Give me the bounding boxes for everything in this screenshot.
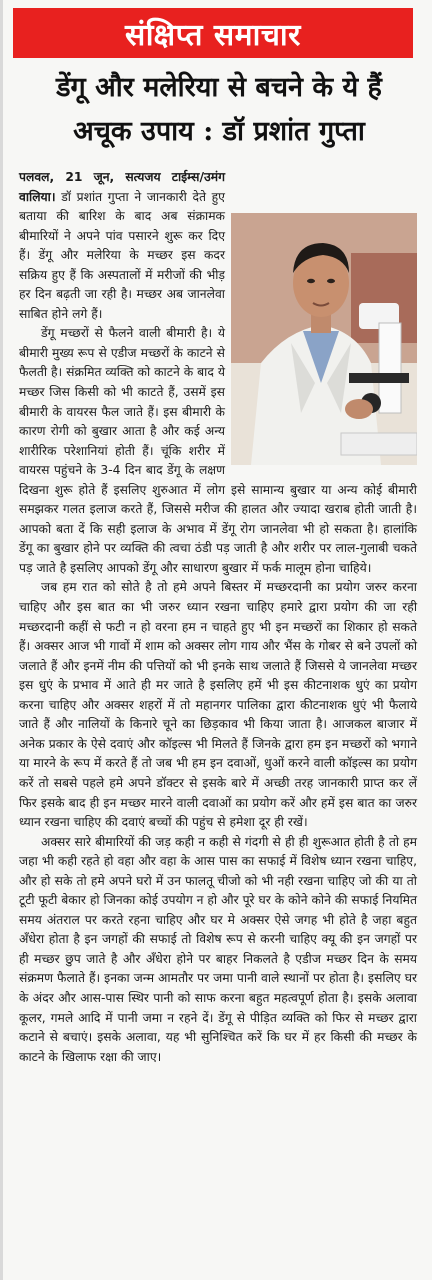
doctor-with-microscope-image <box>231 213 417 465</box>
article-paragraph-3: जब हम रात को सोते है तो हमे अपने बिस्तर में मच्छरदानी का प्रयोग जरुर करना चाहिए और इस बात का भी जरुर ध्यान रखना चाहिए हमारे द्वारा प्रयोग की जा रही मच्छरदानी कहीं से फटी न हो वरना हम न चाहते हुए भी इन मच्छरों का शिकार हो सकते हैं। अक्सर आज भी गावों में शाम को अक्सर लोग गाय और भैंस के गोबर से बने उपलों को जलाते हैं और इनमें नीम की पत्तियों को भी इनके साथ जलाते हैं जिससे ये जानलेवा मच्छर इस धुएं के प्रभाव में आते ही मर जाते है इसलिए हमें भी इस कीटनाशक धुएं का प्रयोग करना चाहिए और अक्सर शहरों में तो महानगर पालिका द्वारा कीटनाशक धुएं भी फैलाये जाते हैं और नालियों के किनारे चूने का छिड़काव भी किया जाता है। आजकल बाजार में अनेक प्रकार के ऐसे दवाएं और कॉइल्स भी मिलते हैं जिनके द्वारा हम इन मच्छरों को भगाने या मारने के रूप में करते हैं तो जब भी हम इन दवाओं, धुओं करने वाली कॉइल्स का प्रयोग करें तो सबसे पहले हमे अपने डॉक्टर से इसके बारे में अच्छी तरह जानकारी प्राप्त कर लें फिर इसके बाद ही इन मच्छर मारने वाली दवाओं का प्रयोग करें और हमें इस बात का जरुर ध्यान रखना चाहिए की दवाएं बच्चों की पहुंच से हमेशा दूर ही रखें। <box>19 580 417 830</box>
doctor-photo <box>231 213 417 465</box>
article-paragraph-2: डेंगू मच्छरों से फैलने वाली बीमारी है। ये बीमारी मुख्य रूप से एडीज मच्छरों के काटने से फैलती है। संक्रमित व्यक्ति को काटने के बाद ये मच्छर जिस किसी को भी काटते हैं, उसमें इस बीमारी के वायरस फैल जाते हैं। इस बीमारी के कारण रोगी को बुखार आता है और कई अन्य शारीरिक परेशानियां होती हैं। चूंकि शरीर में वायरस पहुंचने के 3-4 दिन बाद डेंगू के लक्षण दिखना शुरू होते हैं इसलिए शुरुआत में लोग इसे सामान्य बुखार या अन्य कोई बीमारी समझकर गलत इलाज करते हैं, जिससे मरीज की हालत और ज्यादा खराब होती जाती है। आपको बता दें कि सही इलाज के अभाव में डेंगू रोग जानलेवा भी हो सकता है। हालांकि डेंगू का बुखार होने पर व्यक्ति की त्वचा ठंडी पड़ जाती है और शरीर पर लाल-गुलाबी चकते पड़ जाते है इसलिए आपको डेंगू और साधारण बुखार में फर्क मालूम होना चाहिये। <box>19 326 417 575</box>
headline-line-2: अचूक उपाय : डॉ प्रशांत गुप्ता <box>73 116 365 147</box>
article-headline <box>17 66 421 154</box>
article-dateline: पलवल, 21 जून, सत्यजय टाईम्स/उमंग वालिया। <box>19 170 225 204</box>
article-paragraph-1-text: डॉ प्रशांत गुप्ता ने जानकारी देते हुए बताया की बारिश के बाद अब संक्रामक बीमारियों ने अपने पांव पसारने शुरू कर दिए हैं। डेंगू और मलेरिया के मच्छर इस कदर सक्रिय हुए हैं कि अस्पतालों में मरीजों की भीड़ हर दिन बढ़ती जा रही है। मच्छर अब जानलेवा साबित होने लगे हैं। <box>19 189 225 321</box>
section-banner-title: संक्षिप्त समाचार <box>125 17 301 53</box>
section-banner <box>13 8 413 58</box>
headline-line-1: डेंगू और मलेरिया से बचने के ये हैं <box>56 72 382 103</box>
article-body <box>19 168 417 1067</box>
article-paragraph-4: अक्सर सारे बीमारियों की जड़ कही न कही से गंदगी से ही ही शुरूआत होती है तो हम जहा भी कही रहते हो वहा और वहा के आस पास का सफाई में विशेष ध्यान रखना चाहिए, और हो सके तो हमे अपने घरो में उन फालतू चीजो को भी नही रखना चाहिए जो की या तो टूटी फूटी बेकार हो जिनका कोई उपयोग न हो और पूरे घर के कोने कोने की सफाई नियमित समय अंतराल पर करते रहना चाहिए और घर मे अक्सर ऐसे जगह भी होते है जहा बहुत अँधेरा होता है इन जगहों की सफाई तो विशेष रूप से करनी चाहिए क्यू की इन जगहों पर ही मच्छर छुप जाते है और अँधेरा होने पर बाहर निकलते है एडीज मच्छर दिन के समय संक्रमण फैलाते हैं। इनका जन्म आमतौर पर जमा पानी वाले स्थानों पर होता है। इसलिए घर के अंदर और आस-पास स्थिर पानी को साफ करना बहुत महत्वपूर्ण होता है। इसके अलावा कूलर, गमले आदि में पानी जमा न रहने दें। डेंगू से पीड़ित व्यक्ति को फिर से मच्छर द्वारा कटाने से बचाएं। इसके अलावा, यह भी सुनिश्चित करें कि घर में हर किसी की मच्छर के काटने के खिलाफ रक्षा की जाए। <box>19 834 417 1064</box>
